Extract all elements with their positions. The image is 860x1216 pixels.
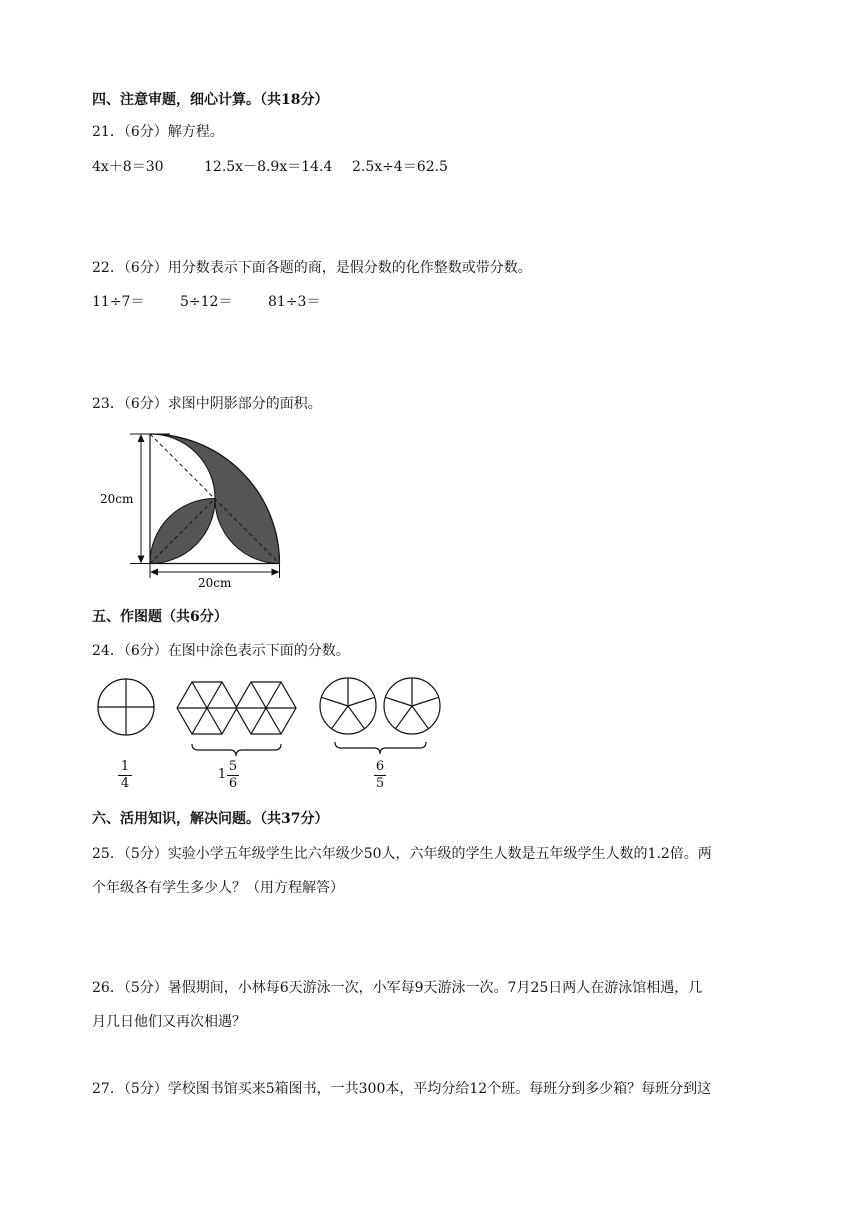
q22-expr-2: 5÷12＝ (180, 294, 233, 310)
q25-line-2: 个年级各有学生多少人？（用方程解答） (92, 880, 344, 896)
q21-eq-3: 2.5x÷4＝62.5 (352, 159, 448, 175)
q23-height-label: 20cm (100, 492, 134, 506)
section-6-title: 六、活用知识，解决问题。（共37分） (92, 811, 329, 827)
fraction-2-denominator: 6 (228, 776, 238, 791)
fraction-2-numerator: 5 (228, 759, 238, 774)
q23-shaded-figure (95, 425, 295, 590)
fraction-1-numerator: 1 (120, 759, 130, 774)
q24-shapes (90, 670, 450, 765)
q27-line-1: 27．（5分）学校图书馆买来5箱图书，一共300本，平均分给12个班。每班分到多少箱？每班分到这 (92, 1081, 712, 1097)
section-5-title: 五、作图题（共6分） (92, 609, 228, 625)
q23-width-label: 20cm (198, 576, 232, 590)
fraction-6-5 (374, 760, 386, 791)
circle-brace (335, 742, 426, 754)
fraction-5-6 (227, 760, 239, 791)
q24-stem: 24．（6分）在图中涂色表示下面的分数。 (92, 643, 350, 659)
q22-stem: 22．（6分）用分数表示下面各题的商，是假分数的化作整数或带分数。 (92, 260, 532, 276)
fraction-3-numerator: 6 (375, 759, 385, 774)
pentagon-circle-2 (384, 678, 440, 734)
circle-quarters (98, 679, 154, 735)
fraction-3-denominator: 5 (375, 776, 385, 791)
pentagon-circle-1 (320, 678, 376, 734)
q26-line-2: 月几日他们又再次相遇？ (92, 1014, 246, 1030)
hexagon-1 (177, 682, 237, 734)
hexagon-brace (192, 744, 281, 756)
q22-expr-1: 11÷7＝ (92, 294, 145, 310)
q22-expressions (92, 292, 320, 312)
q21-eq-1: 4x＋8＝30 (92, 159, 164, 175)
mixed-fraction-whole: 1 (217, 767, 227, 782)
q25-line-1: 25．（5分）实验小学五年级学生比六年级少50人，六年级的学生人数是五年级学生人数的1.2倍。两 (92, 846, 712, 862)
q22-expr-3: 81÷3＝ (268, 294, 321, 310)
q21-stem: 21．（6分）解方程。 (92, 124, 224, 140)
fraction-1-denominator: 4 (120, 776, 130, 791)
q21-equations (92, 157, 448, 177)
q26-line-1: 26．（5分）暑假期间，小林每6天游泳一次，小军每9天游泳一次。7月25日两人在游泳馆相遇，几 (92, 980, 703, 996)
q23-stem: 23．（6分）求图中阴影部分的面积。 (92, 396, 322, 412)
hexagon-2 (236, 682, 296, 734)
q21-eq-2: 12.5x－8.9x＝14.4 (204, 159, 333, 175)
fraction-1-4 (118, 760, 132, 791)
section-4-title: 四、注意审题，细心计算。（共18分） (92, 92, 329, 108)
